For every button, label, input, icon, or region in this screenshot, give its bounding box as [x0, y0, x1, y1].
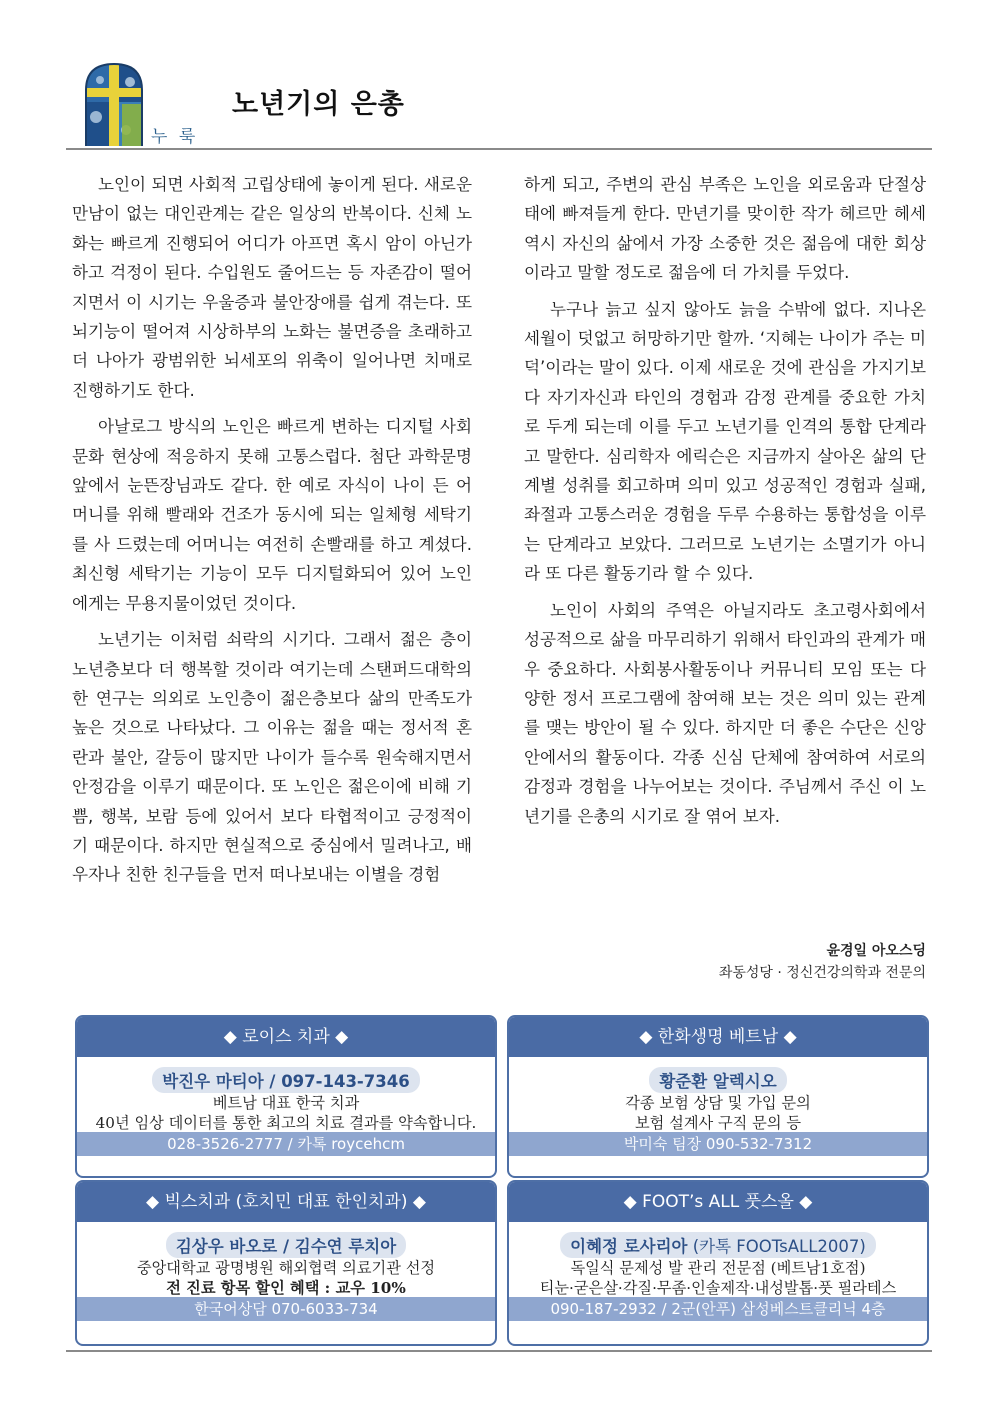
article-paragraph: 노년기는 이처럼 쇠락의 시기다. 그래서 젊은 층이 노년층보다 더 행복할 것이라 여기는데 스탠퍼드대학의 한 연구는 의외로 노인층이 젊은층보다 삶의 만족도가 높은 것으로 나타났다. 그 이유는 젊을 때는 정서적 혼란과 불안, 갈등이 많지만 나이가 들수록 원숙해지면서 안정감을 이루기 때문이다. 또 노인은 젊은이에 비해 기쁨, 행복, 보람 등에 있어서 보다 타협적이고 긍정적이기 때문이다. 하지만 현실적으로 중심에서 밀려나고, 배우자나 친한 친구들을 먼저 떠나보내는 이별을 경험: [72, 630, 472, 885]
section-tag: 누 룩: [151, 127, 199, 147]
ad-body: [509, 1057, 927, 1132]
author-block: [719, 940, 926, 984]
ad-line: 중앙대학교 광명병원 해외협력 의료기관 선정: [136, 1259, 436, 1277]
ad-line: 전 진료 항목 할인 혜택 : 교우 10%: [166, 1279, 406, 1297]
ad-person-name: 황준환 알렉시오: [659, 1072, 777, 1091]
ad-footer: 090-187-2932 / 2군(안푸) 삼성베스트클리닉 4층: [509, 1297, 927, 1321]
ad-person-name: 김상우 바오로 / 김수연 루치아: [175, 1237, 397, 1256]
ad-line: 40년 임상 데이터를 통한 최고의 치료 결과를 약속합니다.: [95, 1114, 477, 1132]
stained-glass-cross-logo: [84, 62, 144, 146]
ad-person-sub: (카톡 FOOTsALL2007): [687, 1237, 866, 1256]
ad-person-name: 박진우 마티아 / 097-143-7346: [162, 1072, 410, 1091]
article-paragraph: 누구나 늙고 싶지 않아도 늙을 수밖에 없다. 지나온 세월이 덧없고 허망하기만 할까. ‘지혜는 나이가 주는 미덕’이라는 말이 있다. 이제 새로운 것에 관심을 가지기보다 자기자신과 타인의 경험과 감정 관계를 중요한 가치로 두게 되는데 이를 두고 노년기를 인격의 통합 단계라고 말한다. 심리학자 에릭슨은 지금까지 살아온 삶의 단계별 성취를 회고하며 의미 있고 성공적인 경험과 실패, 좌절과 고통스러운 경험을 두루 수용하는 통합성을 이루는 단계라고 보았다. 그러므로 노년기는 소멸기가 아니라 또 다른 활동기라 할 수 있다.: [524, 299, 926, 584]
ad-footer: 박미숙 팀장 090-532-7312: [509, 1132, 927, 1156]
ad-line: 보험 설계사 구직 문의 등: [634, 1114, 802, 1132]
ad-footer: 한국어상담 070-6033-734: [77, 1297, 495, 1321]
ad-contact-person: [152, 1067, 419, 1093]
ad-line: 티눈·굳은살·각질·무좀·인솔제작·내성발톱·풋 필라테스: [539, 1279, 897, 1297]
ad-hanwha-life: [507, 1015, 929, 1178]
author-affiliation: 좌동성당 · 정신건강의학과 전문의: [718, 965, 926, 981]
ad-body: [77, 1222, 495, 1297]
top-divider: [66, 148, 932, 150]
ad-foots-all: [507, 1180, 929, 1346]
ad-title: ◆ FOOT’s ALL 풋스올 ◆: [509, 1182, 927, 1222]
author-name: 윤경일 아오스딩: [826, 943, 926, 959]
ad-title: ◆ 빅스치과 (호치민 대표 한인치과) ◆: [77, 1182, 495, 1222]
article-right-column: [524, 170, 926, 838]
ad-line: 베트남 대표 한국 치과: [212, 1094, 360, 1112]
bottom-divider: [66, 1350, 932, 1352]
ad-royce-dental: [75, 1015, 497, 1178]
ad-body: [77, 1057, 495, 1132]
article-paragraph: 노인이 되면 사회적 고립상태에 놓이게 된다. 새로운 만남이 없는 대인관계는 같은 일상의 반복이다. 신체 노화는 빠르게 진행되어 어디가 아프면 혹시 암이 아닌가 하고 걱정이 된다. 수입원도 줄어드는 등 자존감이 떨어지면서 이 시기는 우울증과 불안장애를 쉽게 겪는다. 또 뇌기능이 떨어져 시상하부의 노화는 불면증을 초래하고 더 나아가 광범위한 뇌세포의 위축이 일어나면 치매로 진행하기도 한다.: [72, 175, 472, 400]
ad-title: ◆ 로이스 치과 ◆: [77, 1017, 495, 1057]
article-left-column: [72, 170, 472, 897]
ad-title: ◆ 한화생명 베트남 ◆: [509, 1017, 927, 1057]
ad-bix-dental: [75, 1180, 497, 1346]
article-paragraph: 노인이 사회의 주역은 아닐지라도 초고령사회에서 성공적으로 삶을 마무리하기 위해서 타인과의 관계가 매우 중요하다. 사회봉사활동이나 커뮤니티 모임 또는 다양한 정서 프로그램에 참여해 보는 것은 의미 있는 관계를 맺는 방안이 될 수 있다. 하지만 더 좋은 수단은 신앙 안에서의 활동이다. 각종 신심 단체에 참여하여 서로의 감정과 경험을 나누어보는 것이다. 주님께서 주신 이 노년기를 은총의 시기로 잘 엮어 보자.: [524, 600, 926, 826]
ad-line: 각종 보험 상담 및 가입 문의: [625, 1094, 811, 1112]
ad-contact-person: [560, 1232, 876, 1258]
ad-person-name: 이혜정 로사리아: [570, 1237, 688, 1256]
article-paragraph: 아날로그 방식의 노인은 빠르게 변하는 디지털 사회문화 현상에 적응하지 못해 고통스럽다. 첨단 과학문명 앞에서 눈뜬장님과도 같다. 한 예로 자식이 나이 든 어머니를 위해 빨래와 건조가 동시에 되는 일체형 세탁기를 사 드렸는데 어머니는 여전히 손빨래를 하고 계셨다. 최신형 세탁기는 기능이 모두 디지털화되어 있어 노인에게는 무용지물이었던 것이다.: [72, 417, 472, 613]
ad-line: 독일식 문제성 발 관리 전문점 (베트남1호점): [570, 1259, 866, 1277]
ad-footer: 028-3526-2777 / 카톡 roycehcm: [77, 1132, 495, 1156]
ad-contact-person: [649, 1067, 786, 1093]
ad-contact-person: [166, 1232, 406, 1258]
ad-body: [509, 1222, 927, 1297]
page-title: 노년기의 은총: [232, 89, 405, 120]
article-paragraph: 하게 되고, 주변의 관심 부족은 노인을 외로움과 단절상태에 빠져들게 한다. 만년기를 맞이한 작가 헤르만 헤세 역시 자신의 삶에서 가장 소중한 것은 젊음에 대한 회상이라고 말할 정도로 젊음에 더 가치를 두었다.: [524, 175, 926, 283]
